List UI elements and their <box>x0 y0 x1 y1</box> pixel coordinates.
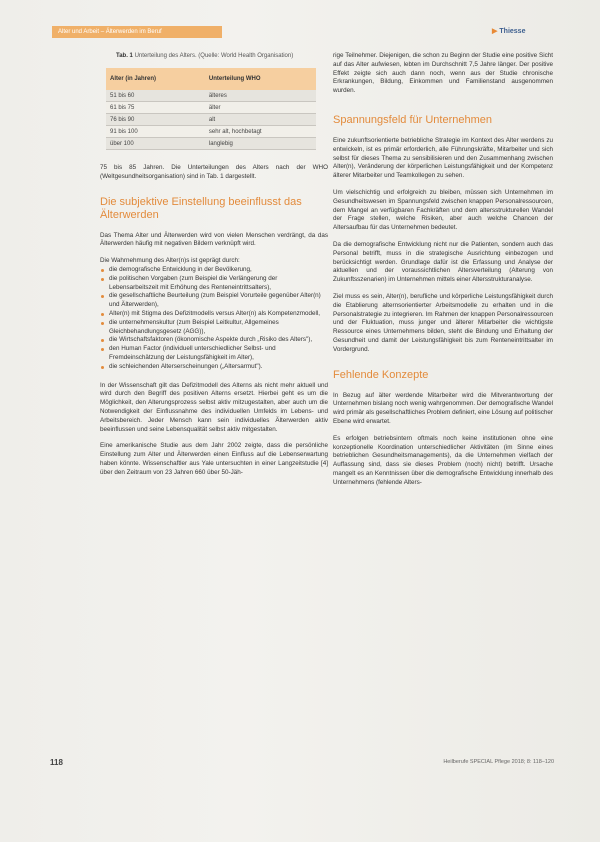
paragraph: Eine amerikanische Studie aus dem Jahr 2002 zeigte, dass die persönliche Einstellung zum Alter und Älterwerden einen Einfluss auf die Lebenserwartung haben könnte. Wissenschaftler aus Yale untersuchten in einer Langzeitstudie [4] über den Zeitraum von 23 Jahren 660 über 50-Jäh- <box>100 442 328 476</box>
paragraph: In Bezug auf älter werdende Mitarbeiter wird die Mitverantwortung der Unternehmen bislang noch wenig wahrgenommen. Der demografische Wandel wird primär als gesellschaftliches Problem definiert, eine Lösung auf politischer Ebene wird erwartet. <box>333 391 553 425</box>
table-row <box>106 90 316 102</box>
table-caption <box>100 52 328 60</box>
table-cell: 91 bis 100 <box>106 126 205 138</box>
table-cell: alt <box>205 114 316 126</box>
list-item-text: die unternehmenskultur (zum Beispiel Leitkultur, Allgemeines Gleichbehandlungsgesetz (AGG)), <box>109 318 279 335</box>
list-item <box>100 275 328 293</box>
list-item-text: die politischen Vorgaben (zum Beispiel die Verlängerung der Lebensarbeitszeit mit Erhöhung des Renteneintrittsalters), <box>109 274 278 291</box>
bullet-icon <box>101 313 104 316</box>
bullet-icon <box>101 295 104 298</box>
table-cell: älteres <box>205 90 316 102</box>
left-column <box>100 52 328 486</box>
list-item <box>100 336 328 345</box>
right-column <box>333 52 553 495</box>
bullet-icon <box>101 366 104 369</box>
bullet-icon <box>101 278 104 281</box>
table-cell: 76 bis 90 <box>106 114 205 126</box>
bullet-icon <box>101 322 104 325</box>
list-item-text: die schleichenden Alterserscheinungen („Altersarmut"). <box>109 362 263 370</box>
list-item <box>100 363 328 372</box>
paragraph: Die Wahrnehmung des Alter(n)s ist geprägt durch: <box>100 257 240 265</box>
table-cell: älter <box>205 102 316 114</box>
table-cell: 51 bis 60 <box>106 90 205 102</box>
author-tag <box>492 26 525 38</box>
section-header-bar: Alter und Arbeit – Älterwerden im Beruf <box>52 26 222 38</box>
list-item-text: die Wirtschaftsfaktoren (ökonomische Aspekte durch „Risiko des Alters"), <box>109 336 313 344</box>
paragraph: In der Wissenschaft gilt das Defizitmodell des Alterns als nicht mehr aktuell und wird durch den Begriff des positiven Alterns ersetzt. Hierbei geht es um die Möglichkeit, den Alterungsprozess selbst aktiv mitzugestalten, aber auch um die Notwendigkeit der Einflussnahme des individuellen Umfelds im Lebens- und Arbeitsbereich. Jeder Mensch kann sein individuelles Älterwerden aktiv beeinflussen und seine Lebensqualität selbst aktiv mitgestalten. <box>100 381 328 433</box>
bullet-icon <box>101 269 104 272</box>
table-cell: über 100 <box>106 138 205 150</box>
table-row <box>106 126 316 138</box>
bullet-icon <box>101 348 104 351</box>
footer-citation: Heilberufe SPECIAL Pflege 2018; 8: 118–120 <box>443 759 554 765</box>
table-cell: 61 bis 75 <box>106 102 205 114</box>
list-item <box>100 319 328 337</box>
arrow-icon: ▶ <box>492 28 498 35</box>
section-heading: Fehlende Konzepte <box>333 368 429 381</box>
paragraph: rige Teilnehmer. Diejenigen, die schon zu Beginn der Studie eine positive Sicht auf das Alter aufwiesen, lebten im Durchschnitt 7,5 Jahre länger. Der positive Effekt zeigte sich auch dann noch, wenn aus der Studie chronische Erkrankungen, Bildung, Einkommen und Familienstand ausgenommen wurden. <box>333 52 553 95</box>
paragraph: Ziel muss es sein, Alter(n), berufliche und körperliche Leistungsfähigkeit durch die Etablierung alternsorientierter Arbeitsmodelle zu erhalten und in die Personalstrategie zu integrieren. Im Rahmen der knappen Personalressourcen und der Fluktuation, muss junger und älterer Mitarbeiter die wichtigste Ressource eines Unternehmens bilden, steht die Bindung und Erhaltung der Gesundheit und damit der Leistungsfähigkeit bis zum Renteneintrittsalter im Vordergrund. <box>333 292 553 353</box>
list-item-text: den Human Factor (individuell unterschiedlicher Selbst- und Fremdeinschätzung der Leistungsfähigkeit im Alter), <box>109 345 276 361</box>
page-number: 118 <box>50 758 63 767</box>
table-caption-label: Tab. 1 <box>116 53 133 59</box>
bullet-list <box>100 266 328 372</box>
paragraph: Da die demografische Entwicklung nicht nur die Patienten, sondern auch das Personal betrifft, muss in die strategische Ausrichtung einbezogen und berücksichtigt werden. Grundlage dafür ist die Erfassung und Analyse der aktuellen und der voraussichtlichen Altersverteilung (Alterung von Zukunftsszenarien) im Unternehmen mittels einer Altersstrukturanalyse. <box>333 240 553 284</box>
paragraph: Eine zukunftsorientierte betriebliche Strategie im Kontext des Alter werdens zu entwickeln, ist es primär erforderlich, alle Führungskräfte, Mitarbeiter und sich selbst für dieses Thema zu sensibilisieren und den Zusammenhang zwischen Alter(n), Veränderung der körperlichen Leistungsfähigkeit und der Kompetenz älterer Mitarbeiter und Teamkollegen zu sehen. <box>333 136 553 180</box>
list-item-text: die demografische Entwicklung in der Bevölkerung, <box>109 265 252 273</box>
table-caption-text: Unterteilung des Alters. (Quelle: World Health Organisation) <box>134 53 294 59</box>
table-row <box>106 102 316 114</box>
list-item <box>100 292 328 310</box>
list-item <box>100 310 328 319</box>
table-row <box>106 114 316 126</box>
list-item-text: Alter(n) mit Stigma des Defizitmodells versus Alter(n) als Kompetenzmodell, <box>109 309 321 317</box>
author-name: Thiesse <box>499 28 526 35</box>
paragraph: Um vielschichtig und erfolgreich zu bleiben, müssen sich Unternehmen im Gesundheitswesen im Spannungsfeld zwischen knappen Personalressourcen, dem Mangel an verfügbaren Fachkräften und dem altersstrukturellen Wandel der Frage stellen, welche Risiken, aber auch welche Chancen der Altersaufbau für das Unternehmen bedeutet. <box>333 188 553 232</box>
table-header-cell: Unterteilung WHO <box>205 68 316 90</box>
table-cell: sehr alt, hochbetagt <box>205 126 316 138</box>
paragraph: Das Thema Alter und Älterwerden wird von vielen Menschen verdrängt, da das Älterwerden häufig mit negativen Bildern verknüpft wird. <box>100 231 328 248</box>
section-heading: Die subjektive Einstellung beeinflusst das Älterwerden <box>100 195 302 221</box>
list-item <box>100 266 328 275</box>
table-header-row <box>106 68 316 90</box>
table-cell: langlebig <box>205 138 316 150</box>
bullet-icon <box>101 339 104 342</box>
age-classification-table <box>106 68 316 150</box>
table-header-cell: Alter (in Jahren) <box>106 68 205 90</box>
paragraph: 75 bis 85 Jahren. Die Unterteilungen des Alters nach der WHO (Weltgesundheitsorganisation) sind in Tab. 1 dargestellt. <box>100 164 328 180</box>
list-item <box>100 345 328 363</box>
section-heading: Spannungsfeld für Unternehmen <box>333 113 492 126</box>
list-item-text: die gesellschaftliche Beurteilung (zum Beispiel Vorurteile gegenüber Alter(n) und Älterwerden), <box>109 292 321 309</box>
table-row <box>106 138 316 150</box>
paragraph: Es erfolgen betriebsintern oftmals noch keine institutionen ohne eine konzeptionelle Koordination unterschiedlicher Aktivitäten (im Sinne eines betrieblichen Gesundheitsmanagements), da die Unternehmen vielfach der Auffassung sind, dass sie dieses Problem (noch) nicht) betrifft. Ursache mangelt es an Kenntnissen über die demografische Entwicklung innerhalb des Unternehmens (fehlende Alters- <box>333 434 553 486</box>
